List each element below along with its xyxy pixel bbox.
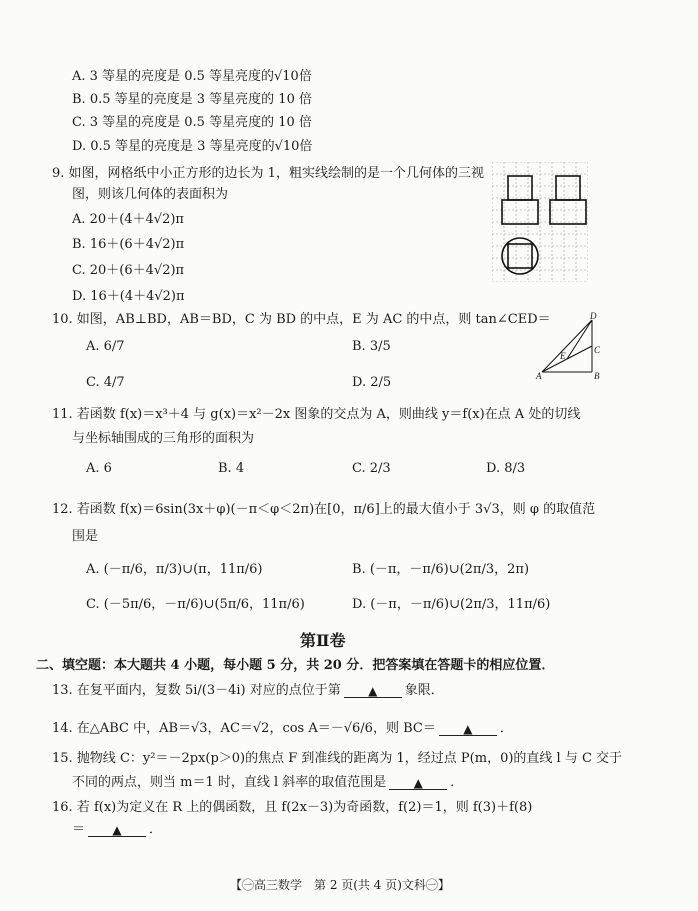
q8-option-c: C. 3 等星的亮度是 0.5 等星亮度的 10 倍 [72, 115, 312, 130]
q9-option-c: C. 20＋(6＋4√2)π [72, 263, 185, 278]
q12-option-d: D. (－π，－π/6)∪(2π/3，11π/6) [352, 597, 551, 612]
q12-option-c: C. (－5π/6，－π/6)∪(5π/6，11π/6) [86, 597, 305, 612]
q13-text-before: 13. 在复平面内，复数 5i/(3－4i) 对应的点位于第 [52, 683, 341, 698]
q11-stem-line1: 11. 若函数 f(x)＝x³＋4 与 g(x)＝x²－2x 图象的交点为 A，则曲线 y＝f(x)在点 A 处的切线 [52, 407, 581, 422]
label-e: E [560, 351, 566, 361]
q10-option-b: B. 3/5 [352, 339, 391, 354]
q8-option-d: D. 0.5 等星的亮度是 3 等星亮度的√10倍 [72, 139, 313, 154]
q12-option-a: A. (－π/6，π/3)∪(π，11π/6) [86, 562, 263, 577]
q12-option-b: B. (－π，－π/6)∪(2π/3，2π) [352, 562, 530, 577]
answer-blank-13[interactable] [344, 684, 402, 698]
label-a: A [536, 371, 542, 381]
q8-option-b: B. 0.5 等星的亮度是 3 等星亮度的 10 倍 [72, 92, 312, 107]
part2-title: 第Ⅱ卷 [300, 631, 346, 650]
q11-option-a: A. 6 [86, 461, 112, 476]
q15-line2 [72, 776, 463, 791]
label-b: B [594, 371, 600, 381]
q13-line [52, 684, 444, 699]
q11-option-b: B. 4 [218, 461, 245, 476]
page-footer: 【㊀高三数学 第 2 页(共 4 页)文科㊀】 [230, 878, 450, 892]
answer-blank-14[interactable] [439, 722, 497, 736]
q12-stem-line2: 围是 [72, 529, 99, 544]
blank-marker-icon: ▲ [463, 722, 473, 736]
q16-line1: 16. 若 f(x)为定义在 R 上的偶函数，且 f(2x－3)为奇函数，f(2)＝1，则 f(3)＋f(8) [52, 800, 533, 815]
q16-text-before: ＝ [72, 822, 86, 837]
blank-marker-icon: ▲ [368, 684, 378, 698]
answer-blank-16[interactable] [88, 823, 146, 837]
q10-option-c: C. 4/7 [86, 375, 125, 390]
q15-text-after: ． [450, 775, 464, 790]
q13-text-after: 象限． [404, 683, 444, 698]
q11-stem-line2: 与坐标轴围成的三角形的面积为 [72, 431, 255, 446]
blank-marker-icon: ▲ [413, 776, 423, 790]
label-d: D [590, 311, 597, 321]
q10-option-a: A. 6/7 [86, 339, 125, 354]
q10-option-d: D. 2/5 [352, 375, 392, 390]
q10-stem: 10. 如图，AB⊥BD，AB＝BD，C 为 BD 的中点，E 为 AC 的中点，则 tan∠CED＝ [52, 312, 551, 327]
q15-line1: 15. 抛物线 C：y²＝－2px(p＞0)的焦点 F 到准线的距离为 1，经过点 P(m，0)的直线 l 与 C 交于 [52, 751, 623, 766]
blank-marker-icon: ▲ [112, 823, 122, 837]
q9-option-b: B. 16＋(6＋4√2)π [72, 237, 185, 252]
section2-header: 二、填空题：本大题共 4 小题，每小题 5 分，共 20 分．把答案填在答题卡的相应位置． [36, 658, 555, 673]
q14-text-before: 14. 在△ABC 中，AB＝√3，AC＝√2，cos A＝－√6/6，则 BC＝ [52, 721, 436, 736]
q16-line2 [72, 823, 162, 838]
q11-option-c: C. 2/3 [352, 461, 391, 476]
answer-blank-15[interactable] [389, 776, 447, 790]
q14-text-after: ． [499, 721, 513, 736]
q9-stem-line1: 9. 如图，网格纸中小正方形的边长为 1，粗实线绘制的是一个几何体的三视 [52, 166, 484, 181]
q12-stem-line1: 12. 若函数 f(x)＝6sin(3x＋φ)(－π＜φ＜2π)在[0，π/6]上的最大值小于 3√3，则 φ 的取值范 [52, 502, 596, 517]
q14-line [52, 722, 513, 737]
q8-option-a: A. 3 等星的亮度是 0.5 等星亮度的√10倍 [72, 69, 312, 84]
q15-text-before: 不同的两点，则当 m＝1 时，直线 l 斜率的取值范围是 [72, 775, 387, 790]
three-view-figure [492, 162, 588, 282]
q16-text-after: ． [149, 822, 163, 837]
q9-option-a: A. 20＋(4＋4√2)π [72, 212, 184, 227]
q9-option-d: D. 16＋(4＋4√2)π [72, 289, 185, 304]
q9-stem-line2: 图，则该几何体的表面积为 [72, 187, 229, 202]
label-c: C [594, 345, 601, 355]
q11-option-d: D. 8/3 [486, 461, 526, 476]
